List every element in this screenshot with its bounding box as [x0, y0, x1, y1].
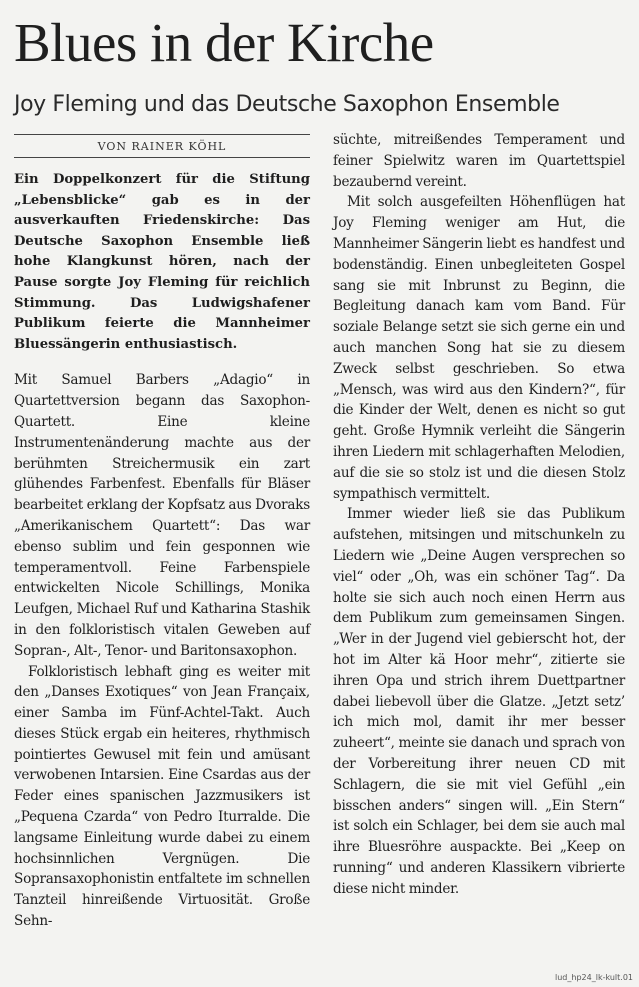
lead-paragraph: Ein Doppelkonzert für die Stiftung „Lebensblicke“ gab es in der ausverkauften Friedenskirche: Das Deutsche Saxophon Ensemble ließ hohe Klangkunst hören, nach der Pause sorgte Joy Fleming für reichlich Stimmung. Das Ludwigshafener Publikum feierte die Mannheimer Bluessängerin enthusiastisch. [14, 172, 310, 352]
body-paragraph-2-end: süchte, mitreißendes Temperament und feiner Spielwitz waren im Quartettspiel bezaubernd vereint. [333, 132, 625, 190]
body-paragraph-1: Mit Samuel Barbers „Adagio“ in Quartettversion begann das Saxophon-Quartett. Eine kleine Instrumentenänderung machte aus der berühmten Streichermusik ein zart glühendes Farbenfest. Ebenfalls für Bläser bearbeitet erklang der Kopfsatz aus Dvoraks „Amerikanischem Quartett“: Das war ebenso sublim und fein gesponnen wie temperamentvoll. Feine Farbenspiele entwickelten Nicole Schillings, Monika Leufgen, Michael Ruf und Katharina Stashik in den folkloristisch vitalen Geweben auf Sopran-, Alt-, Tenor- und Baritonsaxophon. [14, 372, 310, 659]
byline-bottom-rule [14, 157, 310, 158]
article-subheadline: Joy Fleming und das Deutsche Saxophon Ensemble [14, 92, 560, 117]
page-code: lud_hp24_lk-kult.01 [555, 973, 633, 982]
article-headline: Blues in der Kirche [14, 12, 434, 73]
left-column [14, 134, 310, 932]
right-column [333, 130, 625, 899]
body-paragraph-2-start: Folkloristisch lebhaft ging es weiter mit den „Danses Exotiques“ von Jean Françaix, einer Samba im Fünf-Achtel-Takt. Auch dieses Stück ergab ein heiteres, rhythmisch pointiertes Gewusel mit fein und amüsant verwobenen Intarsien. Eine Csardas aus der Feder eines spanischen Jazzmusikers ist „Pequena Czarda“ von Pedro Iturralde. Die langsame Einleitung wurde dabei zu einem hochsinnlichen Vergnügen. Die Sopransaxophonistin entfaltete im schnellen Tanzteil hinreißende Virtuosität. Große Sehn- [14, 663, 310, 930]
byline: VON RAINER KÖHL [97, 140, 227, 153]
body-paragraph-3: Mit solch ausgefeilten Höhenflügen hat Joy Fleming weniger am Hut, die Mannheimer Sängerin liebt es handfest und bodenständig. Einen unbegleiteten Gospel sang sie mit Inbrunst zu Beginn, die Begleitung danach kam vom Band. Für soziale Belange setzt sie sich gerne ein und auch manchen Song hat sie zu diesem Zweck selbst geschrieben. So etwa „Mensch, was wird aus den Kindern?“, für die Kinder der Welt, denen es nicht so gut geht. Große Hymnik verleiht die Sängerin ihren Liedern mit schlagerhaften Melodien, auf die sie so stolz ist und die diesen Stolz sympathisch vermittelt. [333, 194, 625, 502]
body-paragraph-4: Immer wieder ließ sie das Publikum aufstehen, mitsingen und mitschunkeln zu Liedern wie „Deine Augen versprechen so viel“ oder „Oh, was ein schöner Tag“. Da holte sie sich auch noch einen Herrn aus dem Publikum zum gemeinsamen Singen. „Wer in der Jugend viel gebierscht hot, der hot im Alter kä Hoor mehr“, zitierte sie ihren Opa und strich ihrem Duettpartner dabei liebevoll über die Glatze. „Jetzt setz’ ich mich mol, damit ihr mer besser zuheert“, meinte sie danach und sprach von der Vorbereitung ihrer neuen CD mit Schlagern, die sie mit viel Gefühl „ein bisschen anders“ singen will. „Ein Stern“ ist solch ein Schlager, bei dem sie auch mal ihre Bluesröhre auspackte. Bei „Keep on running“ und anderen Klassikern vibrierte diese nicht minder. [333, 506, 625, 897]
